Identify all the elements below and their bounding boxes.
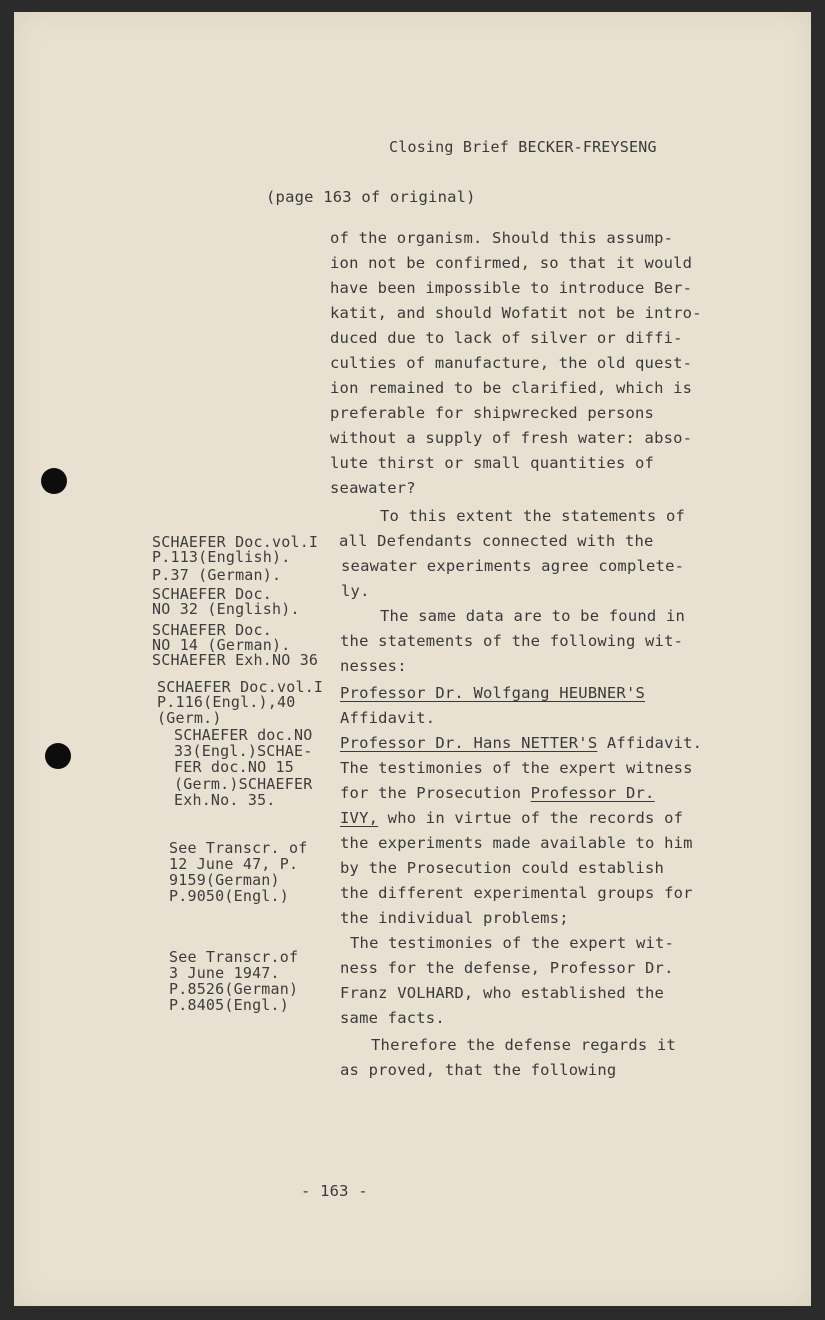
margin-note: P.8526(German) bbox=[169, 980, 299, 998]
punch-hole bbox=[41, 468, 67, 494]
body-line: katit, and should Wofatit not be intro- bbox=[330, 304, 702, 322]
margin-note: P.116(Engl.),40 bbox=[157, 693, 296, 711]
body-line: have been impossible to introduce Ber- bbox=[330, 279, 693, 297]
ivy-line bbox=[340, 809, 683, 827]
margin-note: NO 32 (English). bbox=[152, 600, 300, 618]
body-line: seawater? bbox=[330, 479, 416, 497]
margin-note: (Germ.)SCHAEFER bbox=[174, 775, 313, 793]
margin-note: SCHAEFER doc.NO bbox=[174, 726, 313, 744]
body-line: seawater experiments agree complete- bbox=[341, 557, 685, 575]
body-line: ly. bbox=[341, 582, 370, 600]
margin-note: 33(Engl.)SCHAE- bbox=[174, 742, 313, 760]
margin-note: FER doc.NO 15 bbox=[174, 758, 294, 776]
witness-netter bbox=[340, 734, 702, 752]
margin-note: 3 June 1947. bbox=[169, 964, 280, 982]
body-line: same facts. bbox=[340, 1009, 445, 1027]
body-line: without a supply of fresh water: abso- bbox=[330, 429, 693, 447]
body-line: the statements of the following wit- bbox=[340, 632, 684, 650]
body-line: Therefore the defense regards it bbox=[371, 1036, 677, 1054]
margin-note: SCHAEFER Doc.vol.I bbox=[157, 678, 324, 696]
margin-note: See Transcr.of bbox=[169, 948, 299, 966]
witness-heubner-name: Professor Dr. Wolfgang HEUBNER'S bbox=[340, 684, 646, 702]
document-page bbox=[14, 12, 811, 1306]
body-line: The same data are to be found in bbox=[380, 607, 686, 625]
margin-note: SCHAEFER Doc. bbox=[152, 585, 272, 603]
margin-note: SCHAEFER Doc.vol.I bbox=[152, 533, 319, 551]
margin-note: P.9050(Engl.) bbox=[169, 887, 289, 905]
body-line: as proved, that the following bbox=[340, 1061, 617, 1079]
witness-heubner-affidavit: Affidavit. bbox=[340, 709, 436, 727]
ivy-line-prefix: for the Prosecution bbox=[340, 784, 531, 802]
margin-note: 9159(German) bbox=[169, 871, 280, 889]
margin-note: P.113(English). bbox=[152, 548, 291, 566]
margin-note: P.8405(Engl.) bbox=[169, 996, 289, 1014]
ivy-name-title: Professor Dr. bbox=[530, 784, 655, 802]
ivy-line bbox=[340, 784, 655, 802]
body-line: ness for the defense, Professor Dr. bbox=[340, 959, 674, 977]
witness-heubner bbox=[340, 684, 645, 702]
margin-note: (Germ.) bbox=[157, 709, 222, 727]
ivy-line: The testimonies of the expert witness bbox=[340, 759, 693, 777]
punch-hole bbox=[45, 743, 71, 769]
body-line: by the Prosecution could establish bbox=[340, 859, 665, 877]
ivy-name: IVY, bbox=[340, 809, 379, 827]
margin-note: SCHAEFER Doc. bbox=[152, 621, 272, 639]
body-line: the individual problems; bbox=[340, 909, 569, 927]
margin-note: NO 14 (German). bbox=[152, 636, 291, 654]
body-line: of the organism. Should this assump- bbox=[330, 229, 674, 247]
witness-netter-name: Professor Dr. Hans NETTER'S bbox=[340, 734, 598, 752]
body-line: ion not be confirmed, so that it would bbox=[330, 254, 693, 272]
body-line: duced due to lack of silver or diffi- bbox=[330, 329, 683, 347]
page-footer: - 163 - bbox=[301, 1182, 368, 1200]
body-line: lute thirst or small quantities of bbox=[330, 454, 655, 472]
body-line: the different experimental groups for bbox=[340, 884, 693, 902]
body-line: culties of manufacture, the old quest- bbox=[330, 354, 693, 372]
document-header: Closing Brief BECKER-FREYSENG bbox=[389, 138, 657, 156]
body-line: the experiments made available to him bbox=[340, 834, 693, 852]
body-line: To this extent the statements of bbox=[380, 507, 686, 525]
body-line: The testimonies of the expert wit- bbox=[350, 934, 675, 952]
page-reference: (page 163 of original) bbox=[266, 188, 476, 206]
margin-note: 12 June 47, P. bbox=[169, 855, 299, 873]
ivy-line-suffix: who in virtue of the records of bbox=[378, 809, 684, 827]
body-line: Franz VOLHARD, who established the bbox=[340, 984, 665, 1002]
witness-netter-affidavit: Affidavit. bbox=[597, 734, 703, 752]
margin-note: See Transcr. of bbox=[169, 839, 308, 857]
body-line: ion remained to be clarified, which is bbox=[330, 379, 693, 397]
body-line: nesses: bbox=[340, 657, 407, 675]
body-line: all Defendants connected with the bbox=[339, 532, 654, 550]
margin-note: SCHAEFER Exh.NO 36 bbox=[152, 651, 319, 669]
body-line: preferable for shipwrecked persons bbox=[330, 404, 655, 422]
margin-note: Exh.No. 35. bbox=[174, 791, 276, 809]
margin-note: P.37 (German). bbox=[152, 566, 282, 584]
